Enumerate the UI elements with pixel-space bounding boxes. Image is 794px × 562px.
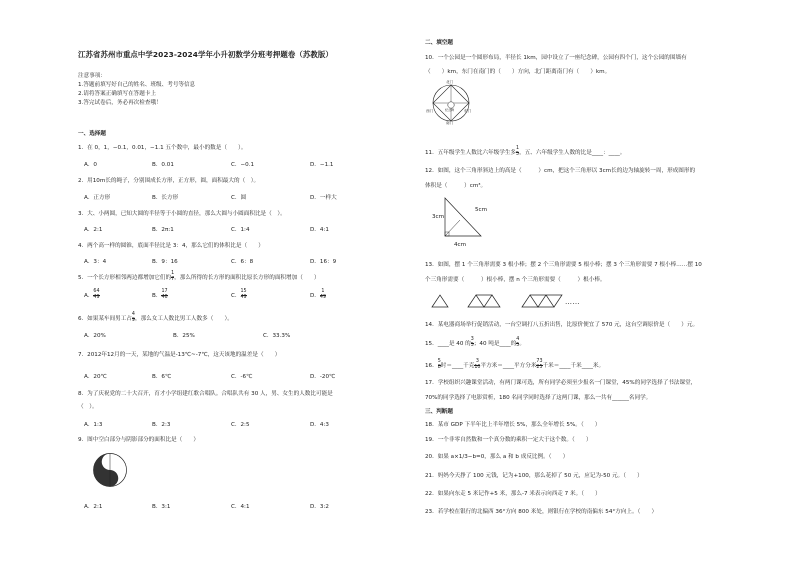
question-13: 13．如图，摆 1 个三角形需要 3 根小棒；摆 2 个三角形需要 5 根小棒；摆 3 个三角形需要 7 根小棒……摆 10 — [425, 262, 702, 268]
option-b: B．6℃ — [152, 374, 172, 380]
park-map-figure — [428, 80, 474, 126]
option-c: C．圆 — [231, 195, 247, 201]
question-5: 5．一个长方形相邻两边都增加它们的 $\frac{1}{7}$ ，那么所得的长方形的面积比原长方形的面积增加（ ） — [78, 271, 320, 282]
notes-heading: 注意事项： — [78, 73, 106, 79]
option-b: B．25% — [173, 333, 195, 339]
question-11: 11．五年级学生人数比六年级学生多 $\frac{1}{5}$ ，五、六年级学生人数的比是____：____。 — [425, 146, 626, 157]
option-b: B．9：16 — [152, 259, 178, 265]
option-d: D．4:1 — [310, 227, 329, 233]
right-triangle-figure — [443, 196, 483, 238]
fraction: $\frac{1}{7}$ — [171, 271, 175, 282]
option-d: D．16：9 — [310, 259, 337, 265]
option-b: B．长方形 — [152, 195, 179, 201]
option-a: A．3：4 — [84, 259, 107, 265]
question-21: 21．妈妈今天挣了 100 元钱，记为+100，那么花掉了 50 元，应记为-50 元。（ ） — [425, 473, 643, 479]
fraction: $\frac{4}{9}$ — [131, 312, 135, 323]
label-monument: 纪念碑 — [445, 108, 455, 112]
question-12-cont: 体积是（ ）cm³。 — [425, 183, 487, 189]
question-15: 15．____是 40 的 $\frac{3}{5}$ ；40 吨是____的 $\frac{4}{5}$ 。 — [425, 337, 525, 348]
option-d: D． $\frac{1}{49}$ — [310, 289, 327, 300]
exam-title: 江苏省苏州市重点中学2023-2024学年小升初数学分班考押题卷（苏教版） — [78, 50, 333, 59]
option-b: B．2:3 — [152, 422, 171, 428]
question-23: 23．若学校在银行的北偏西 36°方向 800 米处，则银行在学校的南偏东 54°方向上。（ ） — [425, 509, 658, 515]
option-a: A．2:1 — [84, 504, 103, 510]
fraction: $\frac{1}{5}$ — [516, 146, 520, 157]
fraction: $\frac{5}{8}$ — [437, 359, 441, 370]
option-d: D．3:2 — [310, 504, 329, 510]
note-item: 2.请将答案正确填写在答题卡上 — [78, 91, 157, 97]
option-a: A．20℃ — [84, 374, 107, 380]
option-a: A． $\frac{64}{49}$ — [84, 289, 100, 300]
section-judge-heading: 三、判断题 — [425, 409, 453, 415]
question-1: 1．在 0，1，−0.1，0.01，−1.1 五个数中，最小的数是（ ）。 — [78, 145, 247, 151]
question-6: 6．如果某车间男工占 $\frac{4}{9}$ ，那么女工人数比男工人数多（ ）。 — [78, 312, 233, 323]
option-a: A．20% — [84, 333, 106, 339]
question-13-cont: 个三角形需要（ ）根小棒，摆 n 个三角形需要（ ）根小棒。 — [425, 277, 606, 283]
question-17-cont: 70%的同学选择了电影赏析，180 名同学同时选择了这两门课，那么一共有______名同学。 — [425, 395, 652, 401]
label-side-a: 3cm — [432, 214, 445, 220]
question-7: 7．2012年12月的一天，某地的气温是-13℃~-7℃，这天该地的温差是（ ） — [78, 352, 281, 358]
question-22: 22．如果向东走 5 米记作+5 米，那么-7 米表示向西走 7 米。（ ） — [425, 491, 601, 497]
option-c: C．-6℃ — [231, 374, 253, 380]
option-b: B．2π:1 — [152, 227, 174, 233]
option-c: C． $\frac{15}{49}$ — [231, 289, 247, 300]
label-west-gate: 西门 — [426, 109, 434, 113]
section-choice-heading: 一、选择题 — [78, 131, 106, 137]
question-12: 12．如图，这个三角形斜边上的高是（ ）cm，把这个三角形以 3cm长的边为轴旋转一周，形成图形的 — [425, 168, 696, 174]
option-a: A．正方形 — [84, 195, 111, 201]
figure-ellipsis: …… — [565, 298, 580, 306]
label-north-gate: 北门 — [446, 80, 454, 84]
question-19: 19．一个非零自然数和一个真分数的乘积一定大于这个数。（ ） — [425, 437, 592, 443]
question-2: 2．用10m长的绳子，分别围成长方形，正方形，圆，面积最大的（ ）。 — [78, 178, 260, 184]
option-c: C．1:4 — [231, 227, 250, 233]
option-a: A．2:1 — [84, 227, 103, 233]
note-item: 3.答完试卷后，务必再次检查哦！ — [78, 100, 162, 106]
question-8: 8．为了庆祝党的二十大召开，育才小学组建红歌合唱队。合唱队共有 30 人，男、女生的人数比可能是 — [78, 391, 333, 397]
option-c: C．6：8 — [231, 259, 254, 265]
option-a: A．0 — [84, 162, 97, 168]
question-10: 10．一个公园是一个圆形布局，半径长 1km，园中设立了一座纪念碑，公园有四个门，这个公园的围墙有 — [425, 55, 687, 61]
option-d: D．-20℃ — [310, 374, 336, 380]
question-8-cont: （ ）。 — [78, 404, 98, 410]
label-side-c: 5cm — [475, 207, 488, 213]
yin-yang-figure — [92, 452, 128, 488]
label-side-b: 4cm — [454, 242, 467, 248]
question-10-cont: （ ）km，东门在南门的（ ）方向，北门距离南门有（ ）km。 — [425, 69, 611, 75]
fraction: $\frac{3}{10}$ — [474, 359, 481, 370]
option-c: C．4:1 — [231, 504, 250, 510]
question-3: 3．大、小两圆，已知大圆的半径等于小圆的直径，那么大圆与小圆面积比是（ ）。 — [78, 211, 286, 217]
note-item: 1.答题前填写好自己的姓名、班级、考号等信息 — [78, 82, 196, 88]
option-d: D．−1.1 — [310, 162, 334, 168]
option-c: C．33.3% — [263, 333, 291, 339]
question-16: 16． $\frac{5}{8}$ 时＝____千克 $\frac{3}{10}$ 平方米＝____平方分米 $\frac{73}{25}$ 千米＝____千米____米。 — [425, 359, 605, 370]
question-14: 14．某电器商场举行促销活动，一台空调打八五折出售，比原价便宜了 570 元，这台空调原价是（ ）元。 — [425, 322, 699, 328]
option-b: B．3:1 — [152, 504, 171, 510]
option-b: B．0.01 — [152, 162, 174, 168]
label-south-gate: 南门 — [446, 121, 454, 125]
option-d: D．一样大 — [310, 195, 337, 201]
fraction: $\frac{4}{5}$ — [516, 337, 520, 348]
section-fill-heading: 二、填空题 — [425, 40, 453, 46]
option-c: C．−0.1 — [231, 162, 255, 168]
question-4: 4．两个高一样的圆锥，底面半径比是 3：4，那么它们的体积比是（ ） — [78, 243, 264, 249]
question-17: 17．学校组织兴趣课堂活动，有两门课可选，所有同学必须至少报名一门课堂，45%的同学选择了书法课堂， — [425, 380, 697, 386]
option-d: D．4:3 — [310, 422, 329, 428]
question-9: 9．图中空白部分与阴影部分的面积比是（ ） — [78, 437, 200, 443]
fraction: $\frac{3}{5}$ — [470, 337, 474, 348]
question-20: 20．如果 a×1/3−b=0，那么 a 和 b 成反比例。（ ） — [425, 454, 569, 460]
option-a: A．1:3 — [84, 422, 103, 428]
option-b: B． $\frac{17}{46}$ — [152, 289, 168, 300]
question-18: 18．某市 GDP 下半年比上半年增长 5%，那么全年增长 5%。（ ） — [425, 422, 601, 428]
fraction: $\frac{73}{25}$ — [536, 359, 543, 370]
option-c: C．2:5 — [231, 422, 250, 428]
label-east-gate: 东门 — [464, 109, 472, 113]
